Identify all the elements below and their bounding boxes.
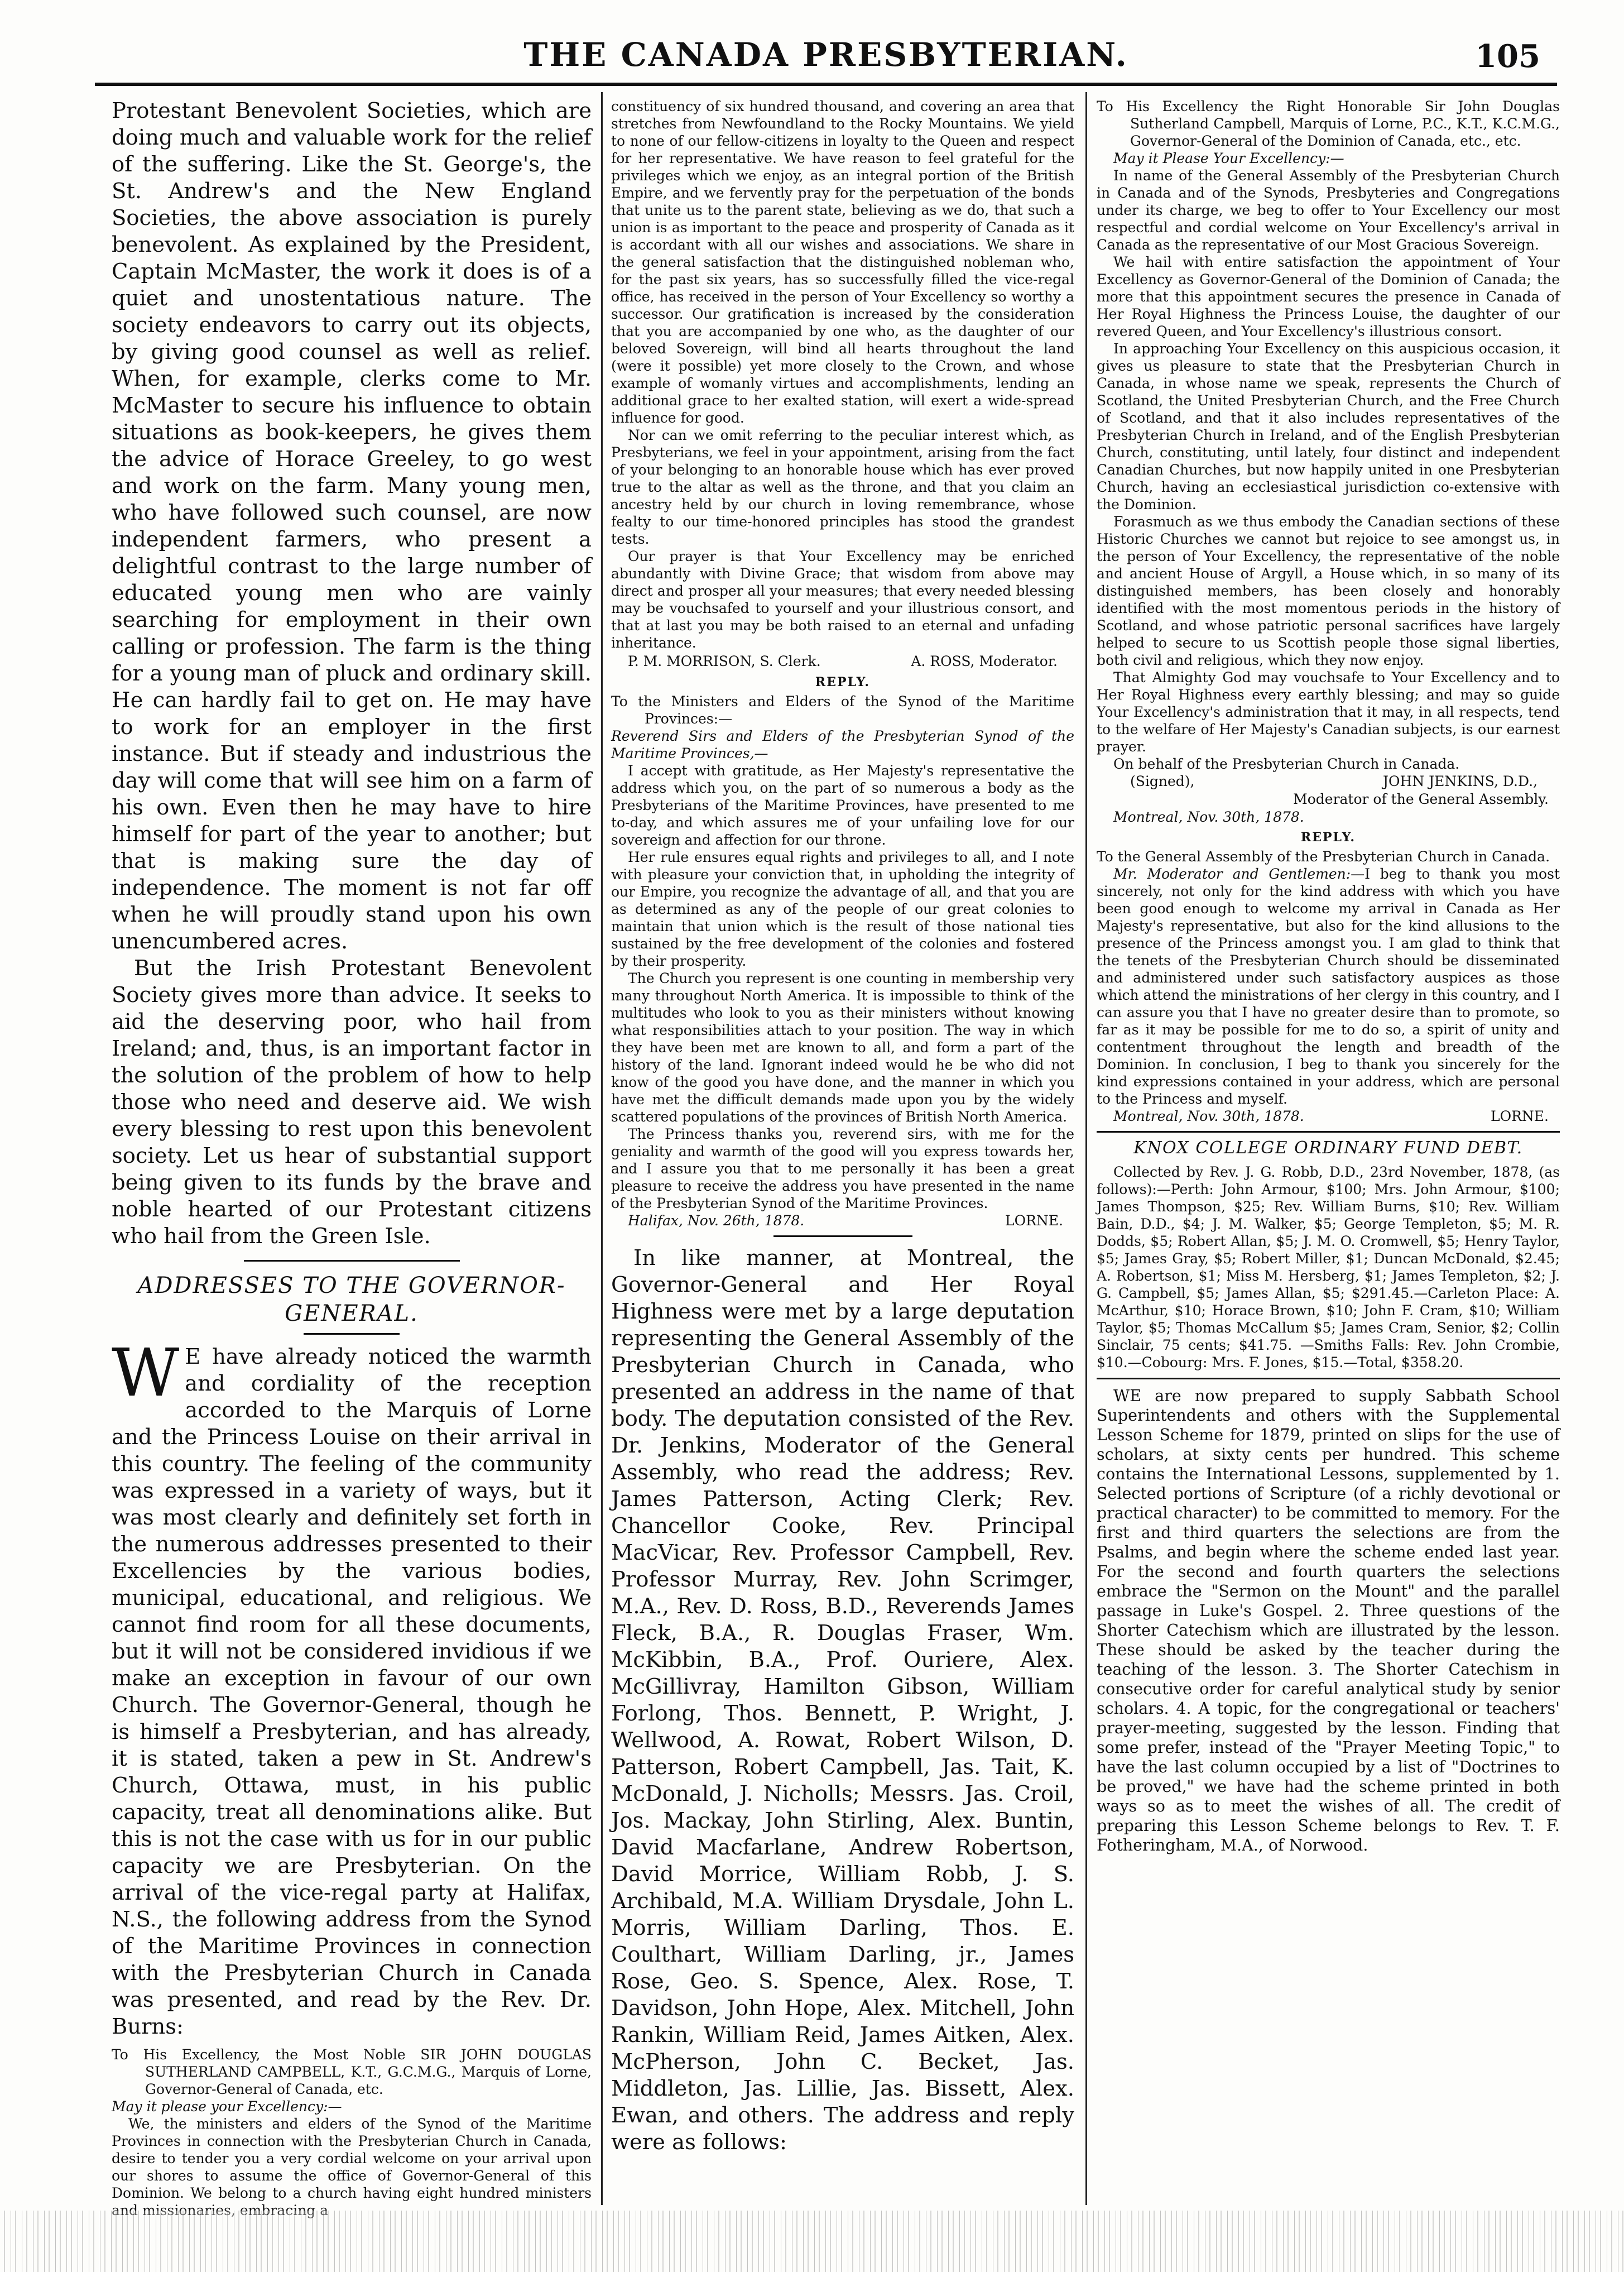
reply-paragraph: The Church you represent is one counting in membership very many throughout North America. It is impossible to think of the multitudes who look to you as their ministers without knowing what responsibilities attach to your position. The way in which they have been met are known to all, and form a part of the history of the land. Ignorant indeed would he be who did not know of the good you have done, and the manner in which you have met the difficult demands made upon you by the widely scattered populations of the provinces of British North America. xyxy=(611,970,1074,1125)
address-paragraph: That Almighty God may vouchsafe to Your Excellency and to Her Royal Highness every earthly blessing; and may so guide Your Excellency's administration that it may, in all respects, tend to the welfare of Her Majesty's Canadian subjects, is our earnest prayer. xyxy=(1097,669,1560,755)
address-salutation: May it Please Your Excellency:— xyxy=(1113,150,1344,166)
address-salutation: May it please your Excellency:— xyxy=(112,2098,342,2115)
reply-dateline xyxy=(1097,1108,1560,1125)
page-header xyxy=(100,36,1551,80)
reply-heading: REPLY. xyxy=(1300,830,1356,845)
signed-label: (Signed), xyxy=(1130,773,1195,789)
address-paragraph: In name of the General Assembly of the Presbyterian Church in Canada and of the Synods, Presbyteries and Congregations under its charge, we beg to offer to Your Excellency our most respectful and cordial welcome on Your Excellency's arrival in Canada as the representative of our Most Gracious Sovereign. xyxy=(1097,167,1560,253)
address-paragraph: Nor can we omit referring to the peculiar interest which, as Presbyterians, we feel in your appointment, arising from the fact of your belonging to an honorable house which has ever proved true to the altar as well as the throne, and that you claim an ancestry held by our church in loving remembrance, whose fealty to our time-honored principles has stood the grandest tests. xyxy=(611,427,1074,547)
header-rule xyxy=(95,83,1557,86)
reply-paragraph: I accept with gratitude, as Her Majesty's representative the address which you, on the part of so numerous a body as the Presbyterians of the Maritime Provinces, have presented to me to-day, and which assures me of your unfailing love for our sovereign and affection for our throne. xyxy=(611,763,1074,848)
reply-signature: LORNE. xyxy=(1491,1108,1549,1124)
signature-line xyxy=(611,651,1074,670)
address-behalf: On behalf of the Presbyterian Church in Canada. xyxy=(1113,756,1460,772)
reply-recipient: To the Ministers and Elders of the Synod of the Maritime Provinces:— xyxy=(611,693,1074,727)
moderator-signature: A. ROSS, Moderator. xyxy=(911,653,1058,669)
column-right xyxy=(1097,98,1560,2199)
address-paragraph: Our prayer is that Your Excellency may be enriched abundantly with Divine Grace; that wisdom from above may direct and prosper all your measures; that every needed blessing may be vouchsafed to yourself and your illustrious consort, and that at last you may be both raised to an eternal and unfading inheritance. xyxy=(611,548,1074,651)
section-divider xyxy=(773,1235,912,1237)
section-heading: ADDRESSES TO THE GOVERNOR-GENERAL. xyxy=(137,1273,566,1326)
address-recipient: To His Excellency, the Most Noble SIR JOHN DOUGLAS SUTHERLAND CAMPBELL, K.T., G.C.M.G., Marquis of Lorne, Governor-General of Canada, etc. xyxy=(112,2046,592,2097)
running-title: THE CANADA PRESBYTERIAN. xyxy=(523,36,1128,74)
signed-title: Moderator of the General Assembly. xyxy=(1293,791,1549,807)
address-paragraph: We hail with entire satisfaction the appointment of Your Excellency as Governor-General of the Dominion of Canada; the more that this appointment secures the presence in Canada of Her Royal Highness the Princess Louise, the daughter of our revered Queen, and Your Excellency's illustrious consort. xyxy=(1097,254,1560,339)
address-paragraph: In approaching Your Excellency on this auspicious occasion, it gives us pleasure to state that the Presbyterian Church in Canada, in whose name we speak, represents the Church of Scotland, the United Presbyterian Church, and the Free Church of Scotland, and that it also includes representatives of the Presbyterian Church in Ireland, and of the English Presbyterian Church, constituting, until lately, four distinct and independent Canadian Churches, but now happily united in one Presbyterian Church, having an ecclesiastical jurisdiction co-extensive with the Dominion. xyxy=(1097,341,1560,512)
reply-salutation: Mr. Moderator and Gentlemen: xyxy=(1113,866,1351,882)
signed-name: JOHN JENKINS, D.D., xyxy=(1383,773,1537,789)
address-paragraph: constituency of six hundred thousand, and covering an area that stretches from Newfoundland to the Rocky Mountains. We yield to none of our fellow-citizens in loyalty to the Queen and respect for her representative. We have reason to feel grateful for the privileges which we enjoy, as an integral portion of the British Empire, and we fervently pray for the perpetuation of the bonds that unite us to the parent state, believing as we do, that such a union is as important to the peace and prosperity of Canada as it is accordant with all our wishes and associations. We share in the general satisfaction that the distinguished nobleman who, for the past six years, has so successfully filled the vice-regal office, has received in the person of Your Excellency so worthy a successor. Our gratification is increased by the consideration that you are accompanied by one who, as the daughter of our beloved Sovereign, will bind all hearts throughout the land (were it possible) yet more closely to the Crown, and whose example of womanly virtues and accomplishments, lending an additional grace to her exalted station, will exert a wide-spread influence for good. xyxy=(611,98,1074,426)
article-paragraph: Protestant Benevolent Societies, which are doing much and valuable work for the relief of the suffering. Like the St. George's, the St. Andrew's and the New England Societies, the above association is purely benevolent. As explained by the President, Captain McMaster, the work it does is of a quiet and unostentatious nature. The society endeavors to carry out its objects, by giving good counsel as well as relief. When, for example, clerks come to Mr. McMaster to secure his influence to obtain situations as book-keepers, he gives them the advice of Horace Greeley, to go west and work on the farm. Many young men, who have followed such counsel, are now independent farmers, who present a delightful contrast to the large number of educated young men who are vainly searching for employment in their own calling or profession. The farm is the thing for a young man of pluck and ordinary skill. He can hardly fail to get on. He may have to work for an employer in the first instance. But if steady and industrious the day will come that will see him on a farm of his own. Even then he may have to hire himself for part of the year to another; but that is making sure the day of independence. The moment is not far off when he will proudly stand upon his own unencumbered acres. xyxy=(112,98,592,954)
address-date: Montreal, Nov. 30th, 1878. xyxy=(1113,809,1304,825)
notice-paragraph: WE are now prepared to supply Sabbath School Superintendents and others with the Supplemental Lesson Scheme for 1879, printed on slips for the use of scholars, at sixty cents per hundred. This scheme contains the International Lessons, supplemented by 1. Selected portions of Scripture (of a richly devotional or practical character) to be committed to memory. For the first and third quarters the selections are from the Psalms, and begin where the scheme ended last year. For the second and fourth quarters the selections embrace the "Sermon on the Mount" and the parallel passage in Luke's Gospel. 2. Three questions of the Shorter Catechism which are illustrated by the lesson. These should be asked by the teacher during the teaching of the lesson. 3. The Shorter Catechism in consecutive order for careful analytical study by senior scholars. 4. A topic, for the congregational or teachers' prayer-meeting, suggested by the lesson. Finding that some prefer, instead of the "Prayer Meeting Topic," to have the last column occupied by a list of "Doctrines to be proved," we have had the scheme printed in both ways so as to meet the wishes of all. The credit of preparing this Lesson Scheme belongs to Rev. T. F. Fotheringham, M.A., of Norwood. xyxy=(1097,1387,1560,1854)
column-left xyxy=(112,98,592,2218)
section-divider xyxy=(1097,1131,1560,1133)
reply-date: Halifax, Nov. 26th, 1878. xyxy=(628,1212,805,1229)
scan-edge xyxy=(0,2211,1624,2272)
page-number: 105 xyxy=(1475,38,1540,75)
signature-title-line xyxy=(1097,790,1560,808)
address-recipient: To His Excellency the Right Honorable Sir John Douglas Sutherland Campbell, Marquis of Lorne, P.C., K.T., K.C.M.G., Governor-General of the Dominion of Canada, etc., etc. xyxy=(1097,98,1560,149)
address-paragraph: Forasmuch as we thus embody the Canadian sections of these Historic Churches we cannot but rejoice to see amongst us, in the person of Your Excellency, the representative of the noble and ancient House of Argyll, a House which, in so many of its distinguished members, has been closely and honorably identified with the most momentous periods in the history of Scotland, and whose patriotic personal sacrifices have largely helped to secure to us Scottish people those signal liberties, both civil and religious, which they now enjoy. xyxy=(1097,514,1560,668)
signature-line xyxy=(1097,773,1560,790)
reply-text: —I beg to thank you most sincerely, not only for the kind address with which you have been good enough to welcome my arrival in Canada as Her Majesty's representative, but also for the kind allusions to the presence of the Princess amongst you. I am glad to think that the tenets of the Presbyterian Church should be disseminated and administered under such satisfactory auspices as those which attend the ministrations of her clergy in this country, and I can assure you that I have no greater desire than to promote, so far as it may be possible for me to do so, a spirit of unity and contentment throughout the length and breadth of the Dominion. In conclusion, I beg to thank you sincerely for the kind expressions contained in your address, which are personal to the Princess and myself. xyxy=(1097,866,1560,1107)
section-heading: KNOX COLLEGE ORDINARY FUND DEBT. xyxy=(1133,1138,1523,1158)
reply-signature: LORNE. xyxy=(1005,1212,1063,1229)
reply-salutation: Reverend Sirs and Elders of the Presbyterian Synod of the Maritime Provinces,— xyxy=(611,728,1074,761)
column-divider xyxy=(601,92,603,2205)
reply-dateline xyxy=(611,1212,1074,1230)
article-paragraph xyxy=(112,1334,592,2040)
article-text: E have already noticed the warmth and cordiality of the reception accorded to the Marquis of Lorne and the Princess Louise on their arrival in this country. The feeling of the community was expressed in a variety of ways, but it was most clearly and definitely set forth in the numerous addresses presented to their Excellencies by the various bodies, municipal, educational, and religious. We cannot find room for all these documents, but it will not be considered invidious if we make an exception in favour of our own Church. The Governor-General, though he is himself a Presbyterian, and has already, it is stated, taken a pew in St. Andrew's Church, Ottawa, must, in his public capacity, treat all denominations alike. But this is not the case with us for in our public capacity we are Presbyterian. On the arrival of the vice-regal party at Halifax, N.S., the following address from the Synod of the Maritime Provinces in connection with the Presbyterian Church in Canada was presented, and read by the Rev. Dr. Burns: xyxy=(112,1344,592,2039)
column-middle xyxy=(611,98,1074,2199)
section-divider xyxy=(244,1260,460,1262)
reply-paragraph: Her rule ensures equal rights and privileges to all, and I note with pleasure your conviction that, in upholding the integrity of our Empire, you recognize the advantage of all, and that you are as determined as any of the people of our great colonies to maintain that union which is the result of those national ties sustained by the free development of the colonies and fostered by their prosperity. xyxy=(611,849,1074,969)
reply-paragraph xyxy=(1097,865,1560,1108)
section-divider xyxy=(1097,1378,1560,1379)
reply-heading: REPLY. xyxy=(815,675,871,689)
heading-underline xyxy=(304,1333,400,1335)
collection-list: Collected by Rev. J. G. Robb, D.D., 23rd November, 1878, (as follows):—Perth: John Armour, $100; Mrs. John Armour, $100; James Thompson, $25; Rev. William Burns, $10; Rev. William Bain, D.D., $4; J. M. Walker, $5; George Templeton, $5; M. R. Dodds, $5; Robert Allan, $5; J. M. O. Cromwell, $5; Henry Taylor, $5; James Gray, $5; Robert Miller, $1; Duncan McDonald, $2.45; A. Robertson, $1; Miss M. Hersberg, $1; James Templeton, $2; J. G. Campbell, $5; James Allan, $5; $291.45.—Carleton Place: A. McArthur, $10; Horace Brown, $10; John F. Cram, $10; William Taylor, $5; Thomas McCallum $5; James Cram, Senior, $2; Collin Sinclair, 75 cents; $41.75. —Smiths Falls: Rev. John Crombie, $10.—Cobourg: Mrs. F. Jones, $15.—Total, $358.20. xyxy=(1097,1164,1560,1370)
article-paragraph: In like manner, at Montreal, the Governor-General and Her Royal Highness were met by a large deputation representing the General Assembly of the Presbyterian Church in Canada, who presented an address in the name of that body. The deputation consisted of the Rev. Dr. Jenkins, Moderator of the General Assembly, who read the address; Rev. James Patterson, Acting Clerk; Rev. Chancellor Cooke, Rev. Principal MacVicar, Rev. Professor Campbell, Rev. Professor Murray, Rev. John Scrimger, M.A., Rev. D. Ross, B.D., Reverends James Fleck, B.A., R. Douglas Fraser, Wm. McKibbin, B.A., Prof. Ouriere, Alex. McGillivray, Hamilton Gibson, William Forlong, Thos. Bennett, P. Wright, J. Wellwood, A. Rowat, Robert Wilson, D. Patterson, Robert Campbell, Jas. Tait, K. McDonald, J. Nicholls; Messrs. Jas. Croil, Jos. Mackay, John Stirling, Alex. Buntin, David Macfarlane, Andrew Robertson, David Morrice, William Robb, J. S. Archibald, M.A. William Drysdale, John L. Morris, William Darling, Thos. E. Coulthart, William Darling, jr., James Rose, Geo. S. Spence, Alex. Rose, T. Davidson, John Hope, Alex. Mitchell, John Rankin, William Reid, James Aitken, Alex. McPherson, John C. Becket, Jas. Middleton, Jas. Lillie, Jas. Bissett, Alex. Ewan, and others. The address and reply were as follows: xyxy=(611,1245,1074,2155)
column-divider xyxy=(1085,92,1087,2205)
clerk-signature: P. M. MORRISON, S. Clerk. xyxy=(628,653,821,669)
reply-date: Montreal, Nov. 30th, 1878. xyxy=(1113,1108,1304,1124)
address-paragraph: We, the ministers and elders of the Synod of the Maritime Provinces in connection with the Presbyterian Church in Canada, desire to tender you a very cordial welcome on your arrival upon our shores to assume the office of Governor-General of this Dominion. We belong to a church having eight hundred ministers and missionaries, embracing a xyxy=(112,2116,592,2218)
reply-paragraph: The Princess thanks you, reverend sirs, with me for the geniality and warmth of the good will you express towards her, and I assure you that to me personally it has been a great pleasure to receive the address you have presented in the name of the Presbyterian Synod of the Maritime Provinces. xyxy=(611,1126,1074,1211)
drop-cap: W xyxy=(112,1334,180,1411)
reply-recipient: To the General Assembly of the Presbyterian Church in Canada. xyxy=(1097,849,1550,865)
article-paragraph: But the Irish Protestant Benevolent Society gives more than advice. It seeks to aid the deserving poor, who hail from Ireland; and, thus, is an important factor in the solution of the problem of how to help those who need and deserve aid. We wish every blessing to rest upon this benevolent society. Let us hear of substantial support being given to its funds by the brave and noble hearted of our Protestant citizens who hail from the Green Isle. xyxy=(112,956,592,1249)
